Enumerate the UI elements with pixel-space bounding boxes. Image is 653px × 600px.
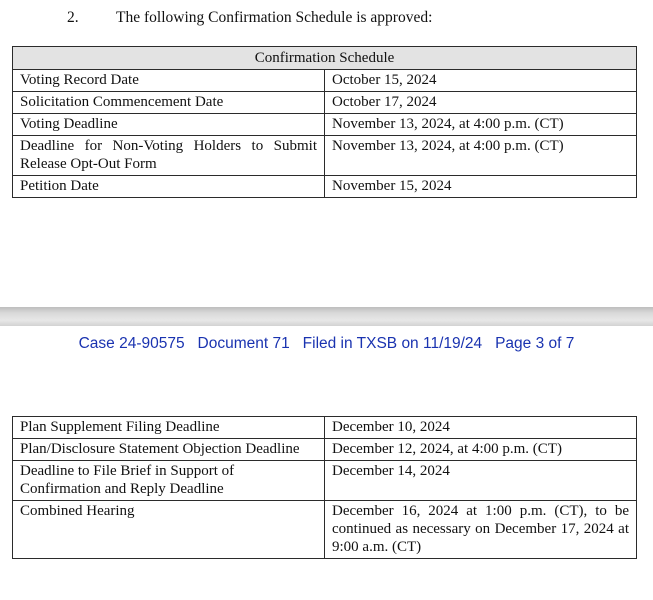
event-cell: Plan Supplement Filing Deadline xyxy=(13,417,325,439)
event-cell: Petition Date xyxy=(13,176,325,198)
table-row xyxy=(13,439,637,461)
date-cell: November 13, 2024, at 4:00 p.m. (CT) xyxy=(325,114,637,136)
date-cell: December 14, 2024 xyxy=(325,461,637,501)
filed-info: Filed in TXSB on 11/19/24 xyxy=(302,335,483,352)
case-number: Case 24-90575 xyxy=(78,335,185,352)
event-cell: Deadline to File Brief in Support of Confirmation and Reply Deadline xyxy=(13,461,325,501)
date-cell: October 17, 2024 xyxy=(325,92,637,114)
date-cell: October 15, 2024 xyxy=(325,70,637,92)
date-cell: December 16, 2024 at 1:00 p.m. (CT), to be continued as necessary on December 17, 2024 at 9:00 a.m. (CT) xyxy=(325,501,637,559)
event-cell: Solicitation Commencement Date xyxy=(13,92,325,114)
paragraph-2 xyxy=(67,9,432,27)
table-row xyxy=(13,176,637,198)
confirmation-schedule-table xyxy=(12,46,637,198)
document-number: Document 71 xyxy=(197,335,290,352)
table-row xyxy=(13,417,637,439)
paragraph-number: 2. xyxy=(67,9,79,26)
table-row xyxy=(13,70,637,92)
event-cell: Voting Record Date xyxy=(13,70,325,92)
paragraph-text: The following Confirmation Schedule is approved: xyxy=(116,9,433,26)
page-header xyxy=(0,335,653,353)
page-number: Page 3 of 7 xyxy=(495,335,575,352)
date-cell: November 13, 2024, at 4:00 p.m. (CT) xyxy=(325,136,637,176)
event-cell: Voting Deadline xyxy=(13,114,325,136)
table-row xyxy=(13,461,637,501)
confirmation-schedule-table-continued xyxy=(12,416,637,559)
table-title: Confirmation Schedule xyxy=(13,47,637,70)
table-row xyxy=(13,114,637,136)
date-cell: December 12, 2024, at 4:00 p.m. (CT) xyxy=(325,439,637,461)
event-cell: Deadline for Non-Voting Holders to Submit Release Opt-Out Form xyxy=(13,136,325,176)
table-row xyxy=(13,92,637,114)
event-cell: Plan/Disclosure Statement Objection Deadline xyxy=(13,439,325,461)
table-row xyxy=(13,136,637,176)
date-cell: November 15, 2024 xyxy=(325,176,637,198)
page-break xyxy=(0,307,653,326)
event-cell: Combined Hearing xyxy=(13,501,325,559)
date-cell: December 10, 2024 xyxy=(325,417,637,439)
table-row xyxy=(13,501,637,559)
